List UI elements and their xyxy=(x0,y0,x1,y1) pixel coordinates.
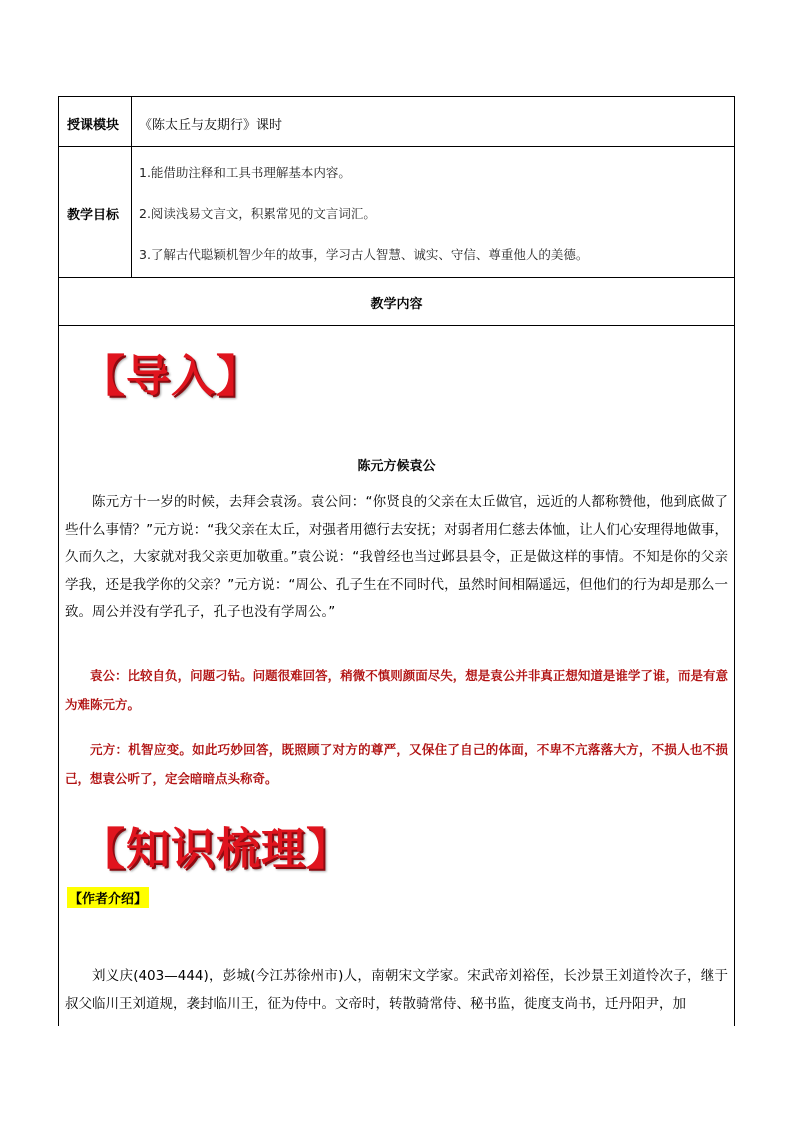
row-divider xyxy=(59,146,734,147)
author-intro-tag: 【作者介绍】 xyxy=(67,887,149,908)
intro-banner: 【导入】 xyxy=(81,351,261,402)
module-label: 授课模块 xyxy=(67,118,120,133)
note-yuan-fang: 元方：机智应变。如此巧妙回答，既照顾了对方的尊严，又保住了自己的体面，不卑不亢落落大方，不损人也不损己，想袁公听了，定会暗暗点头称奇。 xyxy=(65,742,728,786)
goal-item: 3.了解古代聪颖机智少年的故事，学习古人智慧、诚实、守信、尊重他人的美德。 xyxy=(139,247,589,262)
story-paragraph: 陈元方十一岁的时候，去拜会袁汤。袁公问：“你贤良的父亲在太丘做官，远近的人都称赞他，他到底做了些什么事情？”元方说：“我父亲在太丘，对强者用德行去安抚；对弱者用仁慈去体恤，让人们心安理得地做事，久而久之，大家就对我父亲更加敬重。”袁公说：“我曾经也当过邺县县令，正是做这样的事情。不知是你的父亲学我，还是我学你的父亲？”元方说：“周公、孔子生在不同时代，虽然时间相隔遥远，但他们的行为却是那么一致。周公并没有学孔子，孔子也没有学周公。” xyxy=(65,494,728,620)
column-divider xyxy=(131,97,132,277)
note-yuan-gong: 袁公：比较自负，问题刁钻。问题很难回答，稍微不慎则颜面尽失，想是袁公并非真正想知道是谁学了谁，而是有意为难陈元方。 xyxy=(65,668,728,712)
lesson-plan-table xyxy=(58,96,735,1026)
row-divider xyxy=(59,325,734,326)
module-value: 《陈太丘与友期行》课时 xyxy=(139,118,283,133)
goal-item: 2.阅读浅易文言文，积累常见的文言词汇。 xyxy=(139,206,376,221)
knowledge-banner: 【知识梳理】 xyxy=(81,824,351,875)
row-divider xyxy=(59,277,734,278)
content-header: 教学内容 xyxy=(370,297,423,312)
goals-label: 教学目标 xyxy=(67,208,120,223)
author-paragraph: 刘义庆(403—444)，彭城(今江苏徐州市)人，南朝宋文学家。宋武帝刘裕侄，长沙景王刘道怜次子，继于叔父临川王刘道规，袭封临川王，征为侍中。文帝时，转散骑常侍、秘书监，徙度支尚书，迁丹阳尹，加 xyxy=(65,968,728,1012)
story-title: 陈元方候袁公 xyxy=(357,459,436,474)
goal-item: 1.能借助注释和工具书理解基本内容。 xyxy=(139,165,351,180)
